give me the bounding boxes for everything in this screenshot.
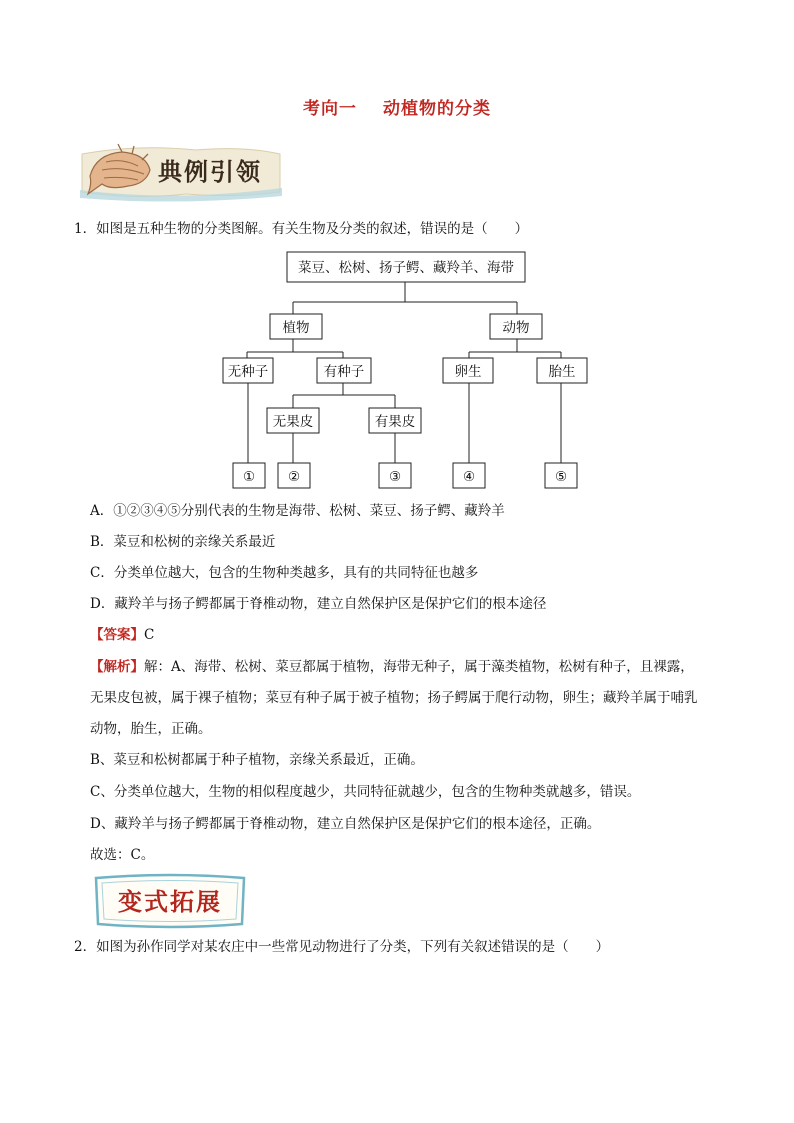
classification-diagram (215, 250, 595, 492)
analysis-line-4: B、菜豆和松树都属于种子植物，亲缘关系最近，正确。 (90, 752, 424, 768)
has-seed-label: 有种子 (323, 364, 365, 380)
option-d: D．藏羚羊与扬子鳄都属于脊椎动物，建立自然保护区是保护它们的根本途径 (90, 596, 547, 612)
question-2-stem: 2．如图为孙作同学对某农庄中一些常见动物进行了分类，下列有关叙述错误的是（ ） (74, 939, 610, 955)
oviparous-label: 卵生 (454, 364, 482, 380)
has-peel-label: 有果皮 (374, 414, 416, 430)
leaf-1: ① (242, 469, 256, 485)
viviparous-label: 胎生 (548, 364, 576, 380)
leaf-5: ⑤ (554, 469, 568, 485)
analysis-line-6: D、藏羚羊与扬子鳄都属于脊椎动物，建立自然保护区是保护它们的根本途径，正确。 (90, 816, 601, 832)
no-peel-label: 无果皮 (272, 414, 314, 430)
title-left: 考向一 (303, 99, 357, 119)
option-a: A．①②③④⑤分别代表的生物是海带、松树、菜豆、扬子鳄、藏羚羊 (90, 503, 505, 519)
question-1-stem: 1．如图是五种生物的分类图解。有关生物及分类的叙述，错误的是（ ） (74, 221, 529, 237)
leaf-2: ② (287, 469, 301, 485)
option-c: C．分类单位越大，包含的生物种类越多，具有的共同特征也越多 (90, 565, 479, 581)
leaf-4: ④ (462, 469, 476, 485)
no-seed-label: 无种子 (227, 364, 269, 380)
page-title (0, 94, 794, 119)
analysis-line-5: C、分类单位越大，生物的相似程度越少，共同特征就越少，包含的生物种类就越多，错误。 (90, 784, 641, 800)
analysis-line-2: 无果皮包被，属于裸子植物；菜豆有种子属于被子植物；扬子鳄属于爬行动物，卵生；藏羚羊属于哺乳 (90, 690, 698, 706)
example-banner-label: 典例引领 (158, 157, 262, 186)
option-b: B．菜豆和松树的亲缘关系最近 (90, 534, 276, 550)
title-right: 动植物的分类 (383, 99, 491, 119)
example-banner (76, 140, 284, 202)
answer-tag: 【答案】 (90, 627, 144, 643)
leaf-3: ③ (388, 469, 402, 485)
root-label: 菜豆、松树、扬子鳄、藏羚羊、海带 (298, 260, 514, 276)
variation-banner (92, 872, 248, 930)
analysis-line-3: 动物，胎生，正确。 (90, 721, 212, 737)
analysis-tag: 【解析】 (90, 659, 144, 675)
analysis-line-1 (90, 657, 694, 677)
analysis-text-1: 解：A、海带、松树、菜豆都属于植物，海带无种子，属于藻类植物，松树有种子，且裸露， (144, 659, 694, 675)
animal-label: 动物 (502, 320, 530, 336)
variation-banner-label: 变式拓展 (118, 887, 222, 916)
answer-line (90, 625, 154, 645)
plant-label: 植物 (282, 320, 310, 336)
answer-value: C (144, 627, 155, 643)
analysis-line-7: 故选：C。 (90, 847, 155, 863)
